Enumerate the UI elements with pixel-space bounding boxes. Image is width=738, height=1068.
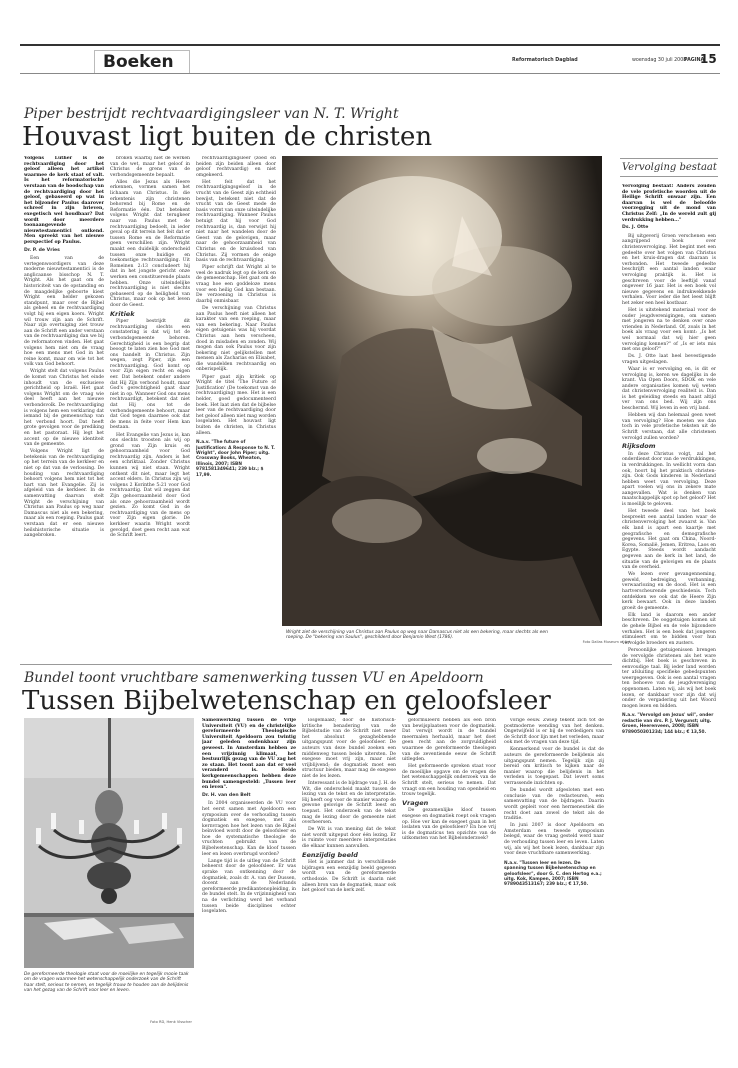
article2-image-credit: Foto RD, Henk Visscher [150, 1020, 192, 1024]
article2-paragraph: Het geformeerde spreken staat voor de moeilijke opgave om de vragen die het wetenschappelijk onderzoek van de Schrift stelt, serieus te nemen. Dat vraagt om een houding van openheid en trouw tegelijk. [402, 764, 496, 798]
section-title: Boeken [103, 52, 174, 72]
article2-kicker: Bundel toont vruchtbare samenwerking tussen VU en Apeldoorn [24, 670, 484, 686]
article2-paragraph: Kenmerkend voor de bundel is dat de auteurs de gereformeerde belijdenis als uitgangspunt nemen. Tegelijk zijn zij bereid om kritisch te kijken naar de manier waarop die belijdenis in het verleden is toegepast. Dat levert soms verrassende inzichten op. [504, 747, 604, 787]
article1-column-2 [110, 156, 190, 636]
article1-subheading: Kritiek [110, 309, 135, 318]
page-number: 15 [700, 52, 717, 66]
article2-paragraph: Lange tijd is de uitleg van de Schrift beheerst door de geloofsleer. Er was sprake van ontkenning door de dogmatiek, zoals dr. A. van der Dussen, docent aan de Nederlands gereformeerde predikantenopleiding, in de bundel stelt. In de vrijzinnigheid van na de verlichting werd het verband tussen beide disciplines echter losgelaten. [202, 858, 296, 915]
sidebar-lead: Vervolging bestaat! Anders zouden de vele profetische woorden uit de Heilige Schrift onwaar zijn. Een daarvan is wel de beloofde voorzegging uit de mond van Christus Zelf: „In de wereld zult gij verdrukking hebben..." [622, 184, 716, 223]
article2-column-2 [302, 718, 396, 1028]
article1-paragraph: Wright stelt dat volgens Paulus de komst van Christus het einde inhoudt van de exclusieve gerichtheid op Israël. Het gaat volgens Wright om de vraag wie deel heeft aan het nieuwe verbondsvolk. De rechtvaardiging is volgens hem een verklaring dat iemand bij de gemeenschap van het verbond hoort. Dat heeft grote gevolgen voor de prediking en het pastoraat. Hij legt het accent op de nieuwe identiteit van de gemeente. [24, 369, 104, 448]
article1-painting [282, 156, 602, 626]
sidebar-paragraph: Waar is er vervolging en, is dit er vervolging is, keren we dagelijks in de krant. Via Open Doors, SDOK en vele andere organisaties komen wij weten dat christenvervolging realiteit is. Dan is het geleiding steeds en haast altijd ver van ons bed. Wij zijn ons beschermd. Wij leven in een vrij land. [622, 366, 716, 412]
sidebar-paragraph: Elk land is daarom een ander beschreven. De ooggetuigen komen uit de gehele Bijbel en de vele bijzondere verhalen. Het is een boek dat jongeren stimuleert om te bidden voor hun vervolgde broeders en zusters. [622, 612, 716, 646]
article1-kicker: Piper bestrijdt rechtvaardigingsleer van N. T. Wright [24, 106, 399, 122]
article2-column-3 [402, 718, 496, 1028]
article1-paragraph: Piper bestrijdt dit rechtvaardiging slechts een constatering is dat wij tot de verbondsgemeente behoren. Gerechtigheid is een begrip dat beoogt te laten zien hoe God met ons handelt in Christus. Zijn wegen, zegt Piper, zijn een rechtvaardiging. God komt op voor Zijn eigen recht en eigen eer. Dat betekent onder andere dat Hij Zijn verbond houdt, maar God's gerechtigheid gaat daar niet in op. Wanneer God ons mens rechtvaardigt, betekent dat niet dat Hij ons tot de verbondsgemeente behoort, maar dat God tegen daarmee ook dat de mens in feite voor Hem kan bestaan. [110, 319, 190, 431]
header-bottom-rule [20, 73, 720, 74]
article1-lead: Volgens Luther is de rechtvaardiging door het geloof alleen het artikel waarmee de kerk staat of valt. Is het reformatorische verstaan van de boodschap van de rechtvaardiging door het geloof, gebaseerd op wat in het bijzonder Paulus daarover schreef in zijn brieven, exegetisch wel houdbaar? Dat wordt door meerdere toonaangevende nieuwtestamentici ontkend. Men spreekt van het nieuwe perspectief op Paulus. [24, 156, 104, 245]
sidebar-paragraph: Het tweede deel van het boek bespreekt een aantal landen waar de christenvervolging het zwaarst is. Van elk land is apart een kaartje met geografische en demografische gegevens. Het gaat om China, Noord-Korea, Somalië, Jemen, Eritrea, Laos en Egypte. Steeds wordt aandacht gegeven aan de kerk in het land, de situatie van de gelovigen en de plaats van de overheid. [622, 509, 716, 571]
sidebar-paragraph: Het is uitstekend materiaal voor de ouder jeugdverenigingen, om samen met jongeren na te denken over onze vrienden in Nederland. Of, zoals in het boek als vraag voor een komt: „Is het wel normaal dat wij hier geen vervolging kennen?" of „Is er iets mis met ons geloof?" [622, 307, 716, 353]
sidebar-book-note: N.a.v. "Vervolgd om Jezus' wil", onder redactie van drs. P. J. Vergunst; uitg. Groen, Heerenveen, 2008; ISBN 9789050301234; 144 blz.; € 13,50. [622, 713, 714, 735]
article2-photo [24, 718, 194, 968]
article2-paragraph: In juni 2007 is door Apeldoorn en Amsterdam een tweede symposium belegd, waar de vraag gesteld werd naar de verhouding tussen leer en leven. Laten wij, als wij het boek lezen, dankbaar zijn voor deze vruchtbare samenwerking. [504, 823, 604, 857]
article1-paragraph: Piper gaat zijn kritiek op Wright de titel 'The Future of Justification' (De toekomst van de rechtvaardiging) mee. Het is een helder, goed gedocumenteerd boek. Het laat zien dat de bijbelse leer van de rechtvaardiging door het geloof alleen niet mag worden losgelaten. Het houvast ligt buiten de christen, in Christus alleen. [196, 374, 276, 436]
article1-paragraph: De verschijning van Christus aan Paulus heeft niet alleen het karakter van een roeping, maar van een bekering. Naar Paulus eigen getuigenis was hij voordat Christus aan hem verscheen, dood in misdaden en zonden. Wij mogen dan ook Paulus voor zijn bekering niet gelijkstellen met mensen als Zacharias en Elisabet, die wandelden rechtvaardig en onberispelijk. [196, 305, 276, 373]
article2-paragraph: Het is jammer dat in verschillende bijdragen een eenzijdig beeld gegeven wordt van de gereformeerde orthodoxie. De Schrift is daarin niet alleen bron van de dogmatiek, maar ook het geloof van de kerk zelf. [302, 860, 396, 894]
article1-paragraph: broken waarbij niet de werken van de wet, maar het geloof in Christus de grens van de verbondsgemeente bepaalt. [110, 156, 190, 178]
sidebar-column [622, 184, 716, 999]
page-label: PAGINA [684, 58, 705, 63]
sidebar-paragraph: We lezen over gevangenneming, geweld, bedreiging, verbanning, verwaarlozing en de dood. Het is een hartverscheurende geschiedenis. Toch ontdekken we ook dat de Heere Zijn kerk bewaart. Ook in deze landen groeit de gemeente. [622, 572, 716, 611]
article1-book-note: N.a.v. "The future of Justification: A Response to N. T. Wright", door John Piper; uitg. Crossway Books, Wheaton, Illinois, 2007; ISBN 9781581349641; 239 blz.; $ 17,99. [196, 440, 275, 478]
article2-column-4 [504, 718, 604, 1028]
sidebar-title: Vervolging bestaat [622, 162, 717, 173]
article2-paragraph: losgemaakt; door de historisch-kritische benadering van de Bijbelstudie van de Schrift niet meer het absoluut gezaghebbende uitgangspunt voor de geloofsleer. De auteurs van deze bundel zoeken een middenweg tussen beide uitersten. De exegese moet vrij zijn, maar niet vrijblijvend; de dogmatiek moet een structuur bieden, maar mag de exegese niet de les lezen. [302, 718, 396, 779]
header-date: woensdag 30 juli 2008 [632, 58, 687, 63]
paper-name: Reformatorisch Dagblad [512, 58, 578, 63]
sidebar-title-rule-bottom [620, 176, 718, 177]
article1-image-credit: Foto Dallas Museum of Art [582, 640, 630, 644]
article2-subheading: Eenzijdig beeld [302, 850, 358, 859]
article2-headline: Tussen Bijbelwetenschap en geloofsleer [22, 686, 551, 716]
sidebar-title-rule [620, 158, 718, 159]
article2-paragraph: De Wit is van mening dat de tekst niet wordt uitgeput door één lezing. Er is ruimte voor meerdere interpretaties die elkaar kunnen aanvullen. [302, 827, 396, 850]
sidebar-paragraph: Bij uitgeverij Groen verschenen een aangrijpend boek over christenvervolging. Het begint met een gedeelte over het volgen van Christus en het kruis-dragen dat daaraan is verbonden. Het tweede gedeelte beschrijft een aantal landen waar vervolging praktijk is. Het is geschreven voor de leeftijd vanaf ongeveer 16 jaar. Het is een boek vol nieuwe gegevens en indrukwekkende verhalen. Voor ieder die het leest blijft het zeker een heel kostbaar. [622, 233, 716, 306]
article2-paragraph: geformuleerd hebben als een bron van bewijsplaatsen voor de dogmatiek. Dat verwijt wordt in de bundel meermalen herhaald, maar het doet geen recht aan de zorgvuldigheid waarmee de gereformeerde theologen van de zeventiende eeuw de Schrift uitlegden. [402, 718, 496, 763]
sidebar-paragraph: Ds. J. Otte laat heel bevestigende vragen uitgeslagen. [622, 354, 716, 365]
article2-paragraph: De bundel wordt afgesloten met een conclusie van de redacteuren, een samenvatting van de bijdragen. Daarin wordt gepleit voor een hermeneutiek die recht doet aan zowel de tekst als de traditie. [504, 788, 604, 822]
article2-paragraph: Interessant is de bijdrage van J. H. de Wit, die onderscheid maakt tussen de lezing van de tekst en de interpretatie. Hij heeft oog voor de manier waarop de gewone gelovige de Schrift leest en toepast. Het onderzoek van de tekst mag de lezing door de gemeente niet overheersen. [302, 781, 396, 826]
header-rule [20, 44, 720, 46]
sidebar-paragraph: Hebben wij dan helemaal geen weet van vervolging? Hoe moeten we dan toch in vele profetische teksten uit de Schrift verstaan, dat alle christenen vervolgd zullen worden? [622, 413, 716, 441]
article2-book-note: N.a.v. "Tussen leer en lezen. De spanning tussen Bijbelwetenschap en geloofsleer", door G. C. den Hertog e.a.; uitg. Kok, Kampen, 2007; ISBN 9789043513167; 239 blz.; € 17,50. [504, 860, 602, 888]
sidebar-subheading: Rijksdom [622, 442, 656, 451]
article2-lead: Samenwerking tussen de Vrije Universiteit (VU) en de christelijke gereformeerde Theologische Universiteit Apeldoorn zou twintig jaar geleden ondenkbaar zijn geweest. In Amsterdam hebben ze een vrijzinnig klimaat, het bestuurlijk gezag van de VU zag het zo staan. Het toont aan dat er veel veranderd is. Beide kerkgemeenschappen hebben deze bundel samengesteld: „Tussen leer en leven". [202, 718, 296, 791]
sidebar-paragraph: Persoonlijke getuigenissen brengen de vervolgde christenen als het ware dichtbij. Het boek is geschreven in eenvoudige taal. Bij ieder land worden ter afsluiting specifieke gebedspunten weergegeven. Ook is een aantal vragen ten behoeve van de jeugdvereniging opgenomen. Laten wij, als wij het boek lezen, er dankbaar voor zijn dat wij onder de vergadering uit het Woord mogen lezen en bidden. [622, 647, 716, 709]
article2-subheading: Vragen [402, 798, 429, 807]
article1-paragraph: Het feit dat het rechtvaardigingsgeloof in de vrucht van de Geest zijn echtheid bewijst, betekent niet dat de vrucht van de Geest mede de basis vormt van onze uiteindelijke rechtvaardiging. Wanneer Paulus betuigt dat hij voor God rechtvaardig is, dan verwijst hij niet naar het wandelen door de Geest van de gelovigen, maar naar de gehoorzaamheid van Christus en de kruisdood van Christus. Zij vormen de enige basis van de rechtvaardiging. [196, 179, 276, 264]
chandelier-illustration [24, 718, 194, 968]
article1-paragraph: Piper schrijft dat Wright al te veel de nadruk legt op de kerk en de gemeenschap. Het gaat om de vraag hoe een goddeloze mens voor een heilig God kan bestaan. De verzoening in Christus is daarbij onmisbaar. [196, 265, 276, 304]
section-title-box [94, 50, 190, 74]
sidebar-paragraph: In deze Christus volgt, zal het onderdienst door van de verdrukkingen, in verdrukkingen. In wellicht vorm dan ook, hoort bij het praktisch christen-zijn. Ook Gods kinderen in Nederland hebben weet van vervolging. Deze apart voelen wij ons in zekere mate aangevallen. Wat is denken van maatschappelijk spot op het geloof? Het is moeilijk te geloven. [622, 451, 716, 508]
painting-illustration [282, 156, 602, 626]
article1-image-caption: Wright ziet de verschijning van Christus aan Paulus op weg naar Damascus niet als een bekering, maar slechts als een roeping. De "bekering van Saulus", geschilderd door Benjamin West (1786). [286, 630, 548, 641]
article1-column-1 [24, 156, 104, 636]
article2-image-caption: De gereformeerde theologie staat voor de moeilijke en tegelijk mooie taak om de vragen waarmee het wetenschappelijk onderzoek van de Schrift haar stelt, serieus te nemen, en tegelijk trouw te houden aan de belijdenis van het gezag van de Schrift voor leer en leven. [24, 972, 189, 994]
article1-paragraph: Alles die Jezus als Heere erkennen, vormen samen het lichaam van Christus. In die erkentenis zijn christenen behorend bij Rome en de Reformatie één. Dat betekent volgens Wright dat terugkeer naar van Paulus met de rechtvaardiging bedoelt, in ieder geval op dit terrein het feit dat er tussen Rome en de Reformatie geen verschillen zijn. Wright maakt een duidelijk onderscheid tussen onze huidige en toekomstige rechtvaardiging. Uit Romeinen 2:13 concludeert hij dat in het jongste gericht onze werken een constituerende plaats hebben. Onze uiteindelijke rechtvaardiging is niet slechts gebaseerd op de heiligheid van Christus, maar ook op het leven door de Geest. [110, 179, 190, 308]
article2-column-1 [202, 718, 296, 1028]
sidebar-author: Ds. J. Otte [622, 225, 649, 231]
article2-paragraph: vorige eeuw. Zwiep tekent zich tot de postmoderne wending van het denken. Ongetwijfeld is er bij de verdedigers van de Schrift door lijn met het verleden, maar ook met de vragen van deze tijd. [504, 718, 604, 746]
article1-paragraph: Het Evangelie van Jezus is, kan ons slechts troosten als wij op grond van Zijn kruis en gehoorzaamheid voor God rechtvaardig zijn. Anders is het een schriktaal. Zonder Christus kunnen wij niet staan. Wright ontkent dit niet, maar legt het accent elders. In Christus zijn wij volgens 2 Korinthe 5:21 voor God rechtvaardig. Dat wil zeggen dat Zijn gehoorzaamheid door God als onze gehoorzaamheid wordt gezien. Zo komt God in de rechtvaardiging van de mens op voor Zijn eigen glorie. De kerkleer waarin Wright wordt gevolgd, doet geen recht aan wat de Schrift leert. [110, 432, 190, 539]
article2-paragraph: In 2004 organiseerden de VU voor het eerst samen met Apeldoorn een symposium over de verhouding tussen dogmatiek en exegese, met als kernvragen hoe het lezen van de Bijbel beïnvloed wordt door de geloofsleer en hoe de systematische theologie de vruchten gebruikt van de Bijbelwetenschap. Kan de kloof tussen leer en lezen overbrugd worden? [202, 801, 296, 857]
article1-author: Dr. P. de Vries [24, 247, 60, 253]
article1-headline: Houvast ligt buiten de christen [22, 122, 433, 152]
article1-paragraph: Volgens Wright ligt de betekenis van de rechtvaardiging op het terrein van de kerkleer en niet op dat van de verlossing. De houding van rechtvaardiging behoort volgens hem niet tot het hart van het Evangelie. Zij is afgeleid van de kerkleer. In de samenvatting daarvan stelt Wright de verschijning van Christus aan Paulus op weg naar Damascus niet als een bekering, maar als een roeping. Paulus gaat verstaan dat er een nieuwe heilshistorische situatie is aangebroken. [24, 449, 104, 539]
article2-author: Dr. H. van den Belt [202, 792, 251, 798]
article2-rule [20, 664, 612, 665]
article1-paragraph: Een van de vertegenwoordigers van deze moderne nieuwtestamentici is de anglicaanse bisschop N. T. Wright. Als het gaat om de historiciteit van de opstanding en de maagdelijke geboorte kiest Wright een helder gekozen standpunt, maar over de Bijbel als geheel en de rechtvaardiging volgt hij een eigen koers. Wright wil trouw zijn aan de Schrift. Naar zijn overtuiging ziet trouw aan de Schrift een ander verstaan van de rechtvaardiging dan we bij de reformatoren vinden. Het gaat volgens hem niet om de vraag hoe een mens met God in het reine komt, maar om wie tot het volk van God behoort. [24, 256, 104, 368]
article1-paragraph: rechtvaardigingsleer (zoed en heiden zijn beiden alleen door geloof rechtvaardig) en niet omgekeerd. [196, 156, 276, 178]
page-header [20, 44, 720, 74]
article2-paragraph: De gezamenlijke kloof tussen exegese en dogmatiek roept ook vragen op. Hoe ver kan de exegeet gaan in het loslaten van de geloofsleer? En hoe vrij is de dogmaticus ten opzichte van de uitkomsten van het Bijbelonderzoek? [402, 808, 496, 842]
article1-column-3 [196, 156, 276, 636]
